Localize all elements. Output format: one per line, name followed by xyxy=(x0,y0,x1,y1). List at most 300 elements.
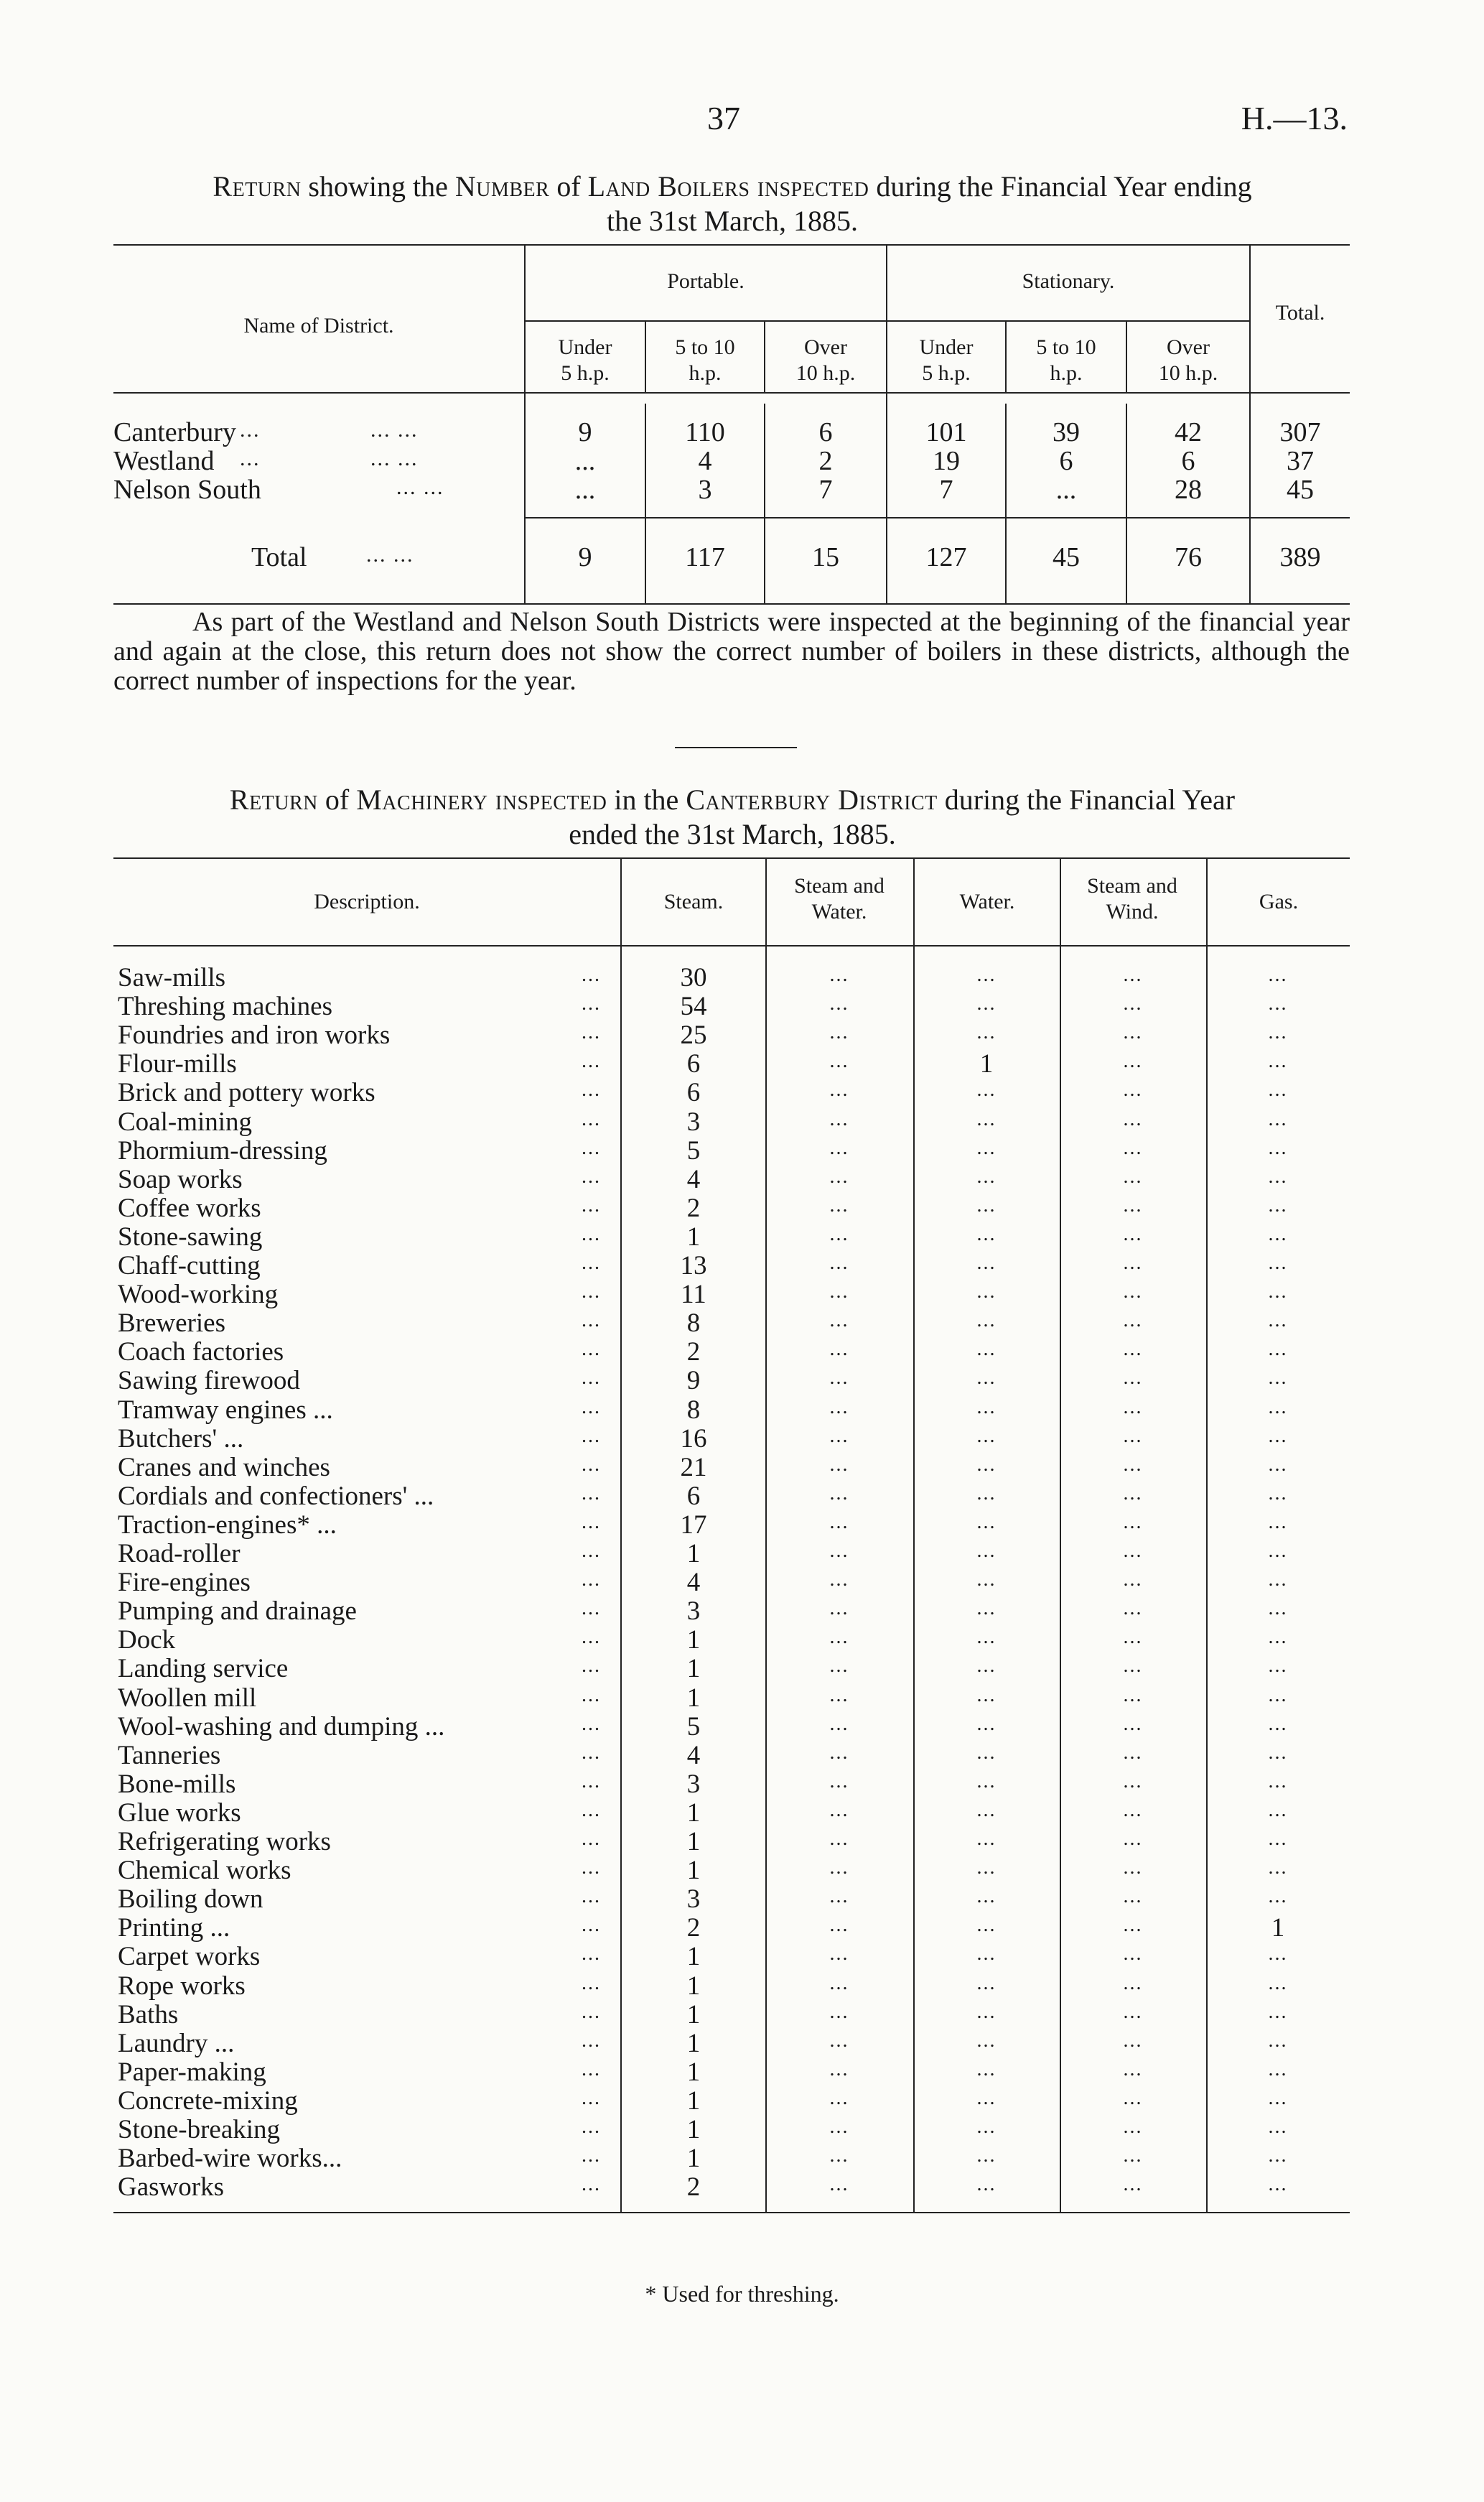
gas-value: ... xyxy=(1268,2116,1288,2138)
water-value: ... xyxy=(976,1309,997,1332)
water-value: ... xyxy=(976,1683,997,1706)
water-value: ... xyxy=(976,1626,997,1649)
row-description: Pumping and drainage xyxy=(118,1596,357,1627)
steam-value: 1 xyxy=(686,2115,701,2144)
water-value: ... xyxy=(976,1107,997,1130)
table-row xyxy=(113,1454,1350,1482)
wind-value: ... xyxy=(1123,1395,1143,1418)
steam-value: 6 xyxy=(686,1481,701,1511)
steam-value: 1 xyxy=(686,1999,701,2029)
water-value: ... xyxy=(976,1540,997,1562)
gas-value: ... xyxy=(1268,1222,1288,1245)
gas-value: 1 xyxy=(1271,1913,1285,1943)
steam-value: 3 xyxy=(686,1769,701,1799)
table-row xyxy=(113,964,1350,992)
steam-value: 1 xyxy=(686,2057,701,2087)
leader-dots: ... xyxy=(582,1828,601,1850)
table-row xyxy=(113,1741,1350,1770)
sw-value: ... xyxy=(829,2173,849,2196)
water-value: ... xyxy=(976,1568,997,1591)
leader-dots: ... xyxy=(582,1021,601,1044)
leader-dots: ... xyxy=(582,1194,601,1217)
row-description: Bone-mills xyxy=(118,1769,236,1799)
gas-value: ... xyxy=(1268,964,1288,986)
steam-value: 2 xyxy=(686,1193,701,1223)
wind-value: ... xyxy=(1123,1309,1143,1332)
leader-dots: ... xyxy=(582,1741,601,1764)
gas-value: ... xyxy=(1268,1828,1288,1850)
total-cell: 45 xyxy=(1053,542,1080,572)
gas-value: ... xyxy=(1268,1540,1288,1562)
table-row xyxy=(113,2001,1350,2029)
sw-value: ... xyxy=(829,1395,849,1418)
wind-value: ... xyxy=(1123,1712,1143,1735)
sw-value: ... xyxy=(829,2086,849,2109)
subcol-stationary-5-to-10: 5 to 10 h.p. xyxy=(1036,335,1096,385)
row-description: Stone-breaking xyxy=(118,2115,281,2144)
sw-value: ... xyxy=(829,1540,849,1562)
sw-value: ... xyxy=(829,1798,849,1821)
table-row xyxy=(113,1655,1350,1683)
row-description: Paper-making xyxy=(118,2057,266,2087)
subcol-portable-under-5: Under 5 h.p. xyxy=(558,335,612,385)
wind-value: ... xyxy=(1123,1655,1143,1678)
wind-value: ... xyxy=(1123,1885,1143,1908)
sw-value: ... xyxy=(829,1943,849,1966)
row-description: Road-roller xyxy=(118,1539,241,1568)
steam-value: 6 xyxy=(686,1049,701,1079)
sw-value: ... xyxy=(829,1165,849,1188)
table-row xyxy=(113,2116,1350,2144)
wind-value: ... xyxy=(1123,1971,1143,1994)
table-row xyxy=(113,1050,1350,1079)
wind-value: ... xyxy=(1123,1568,1143,1591)
steam-value: 3 xyxy=(686,1107,701,1137)
leader-dots: ... xyxy=(582,992,601,1015)
explanatory-paragraph: As part of the Westland and Nelson South Districts were inspected at the beginning of the financial year and again at the close, this return does not show the correct number of boilers in these districts, although the correct number of inspections for the year. xyxy=(113,607,1350,696)
water-value: ... xyxy=(976,992,997,1015)
leader-dots: ... xyxy=(582,1597,601,1620)
table-row xyxy=(113,1568,1350,1597)
wind-value: ... xyxy=(1123,964,1143,986)
cell: ... xyxy=(574,446,596,476)
table-row xyxy=(113,1511,1350,1540)
col-total: Total. xyxy=(1275,301,1325,325)
wind-value: ... xyxy=(1123,1424,1143,1447)
steam-value: 6 xyxy=(686,1078,701,1108)
water-value: ... xyxy=(976,1367,997,1390)
leader-dots: ... xyxy=(582,1165,601,1188)
leader-dots: ... xyxy=(582,2057,601,2080)
table-row xyxy=(113,2173,1350,2202)
steam-value: 13 xyxy=(680,1251,707,1280)
steam-value: 4 xyxy=(686,1164,701,1194)
subcol-portable-over-10: Over 10 h.p. xyxy=(795,335,856,385)
steam-value: 1 xyxy=(686,1683,701,1713)
page-number: 37 xyxy=(707,100,740,136)
sw-value: ... xyxy=(829,1021,849,1044)
leader-dots: ... xyxy=(582,1510,601,1533)
leader-dots: ... xyxy=(582,1943,601,1966)
row-description: Cranes and winches xyxy=(118,1452,330,1482)
row-description: Tramway engines ... xyxy=(118,1395,333,1425)
water-value: ... xyxy=(976,2000,997,2023)
steam-value: 17 xyxy=(680,1510,707,1540)
water-value: ... xyxy=(976,1769,997,1792)
wind-value: ... xyxy=(1123,2116,1143,2138)
sw-value: ... xyxy=(829,2029,849,2052)
gas-value: ... xyxy=(1268,1165,1288,1188)
steam-value: 4 xyxy=(686,1568,701,1598)
leader-dots: ... xyxy=(582,2000,601,2023)
table-row xyxy=(113,1194,1350,1223)
sw-value: ... xyxy=(829,1424,849,1447)
col-description: Description. xyxy=(314,890,420,913)
gas-value: ... xyxy=(1268,1712,1288,1735)
subcol-stationary-under-5: Under 5 h.p. xyxy=(919,335,974,385)
gas-value: ... xyxy=(1268,2173,1288,2196)
steam-value: 1 xyxy=(686,1971,701,2001)
row-description: Cordials and confectioners' ... xyxy=(118,1481,434,1511)
row-description: Butchers' ... xyxy=(118,1423,244,1454)
gas-value: ... xyxy=(1268,1280,1288,1303)
table-row xyxy=(113,1972,1350,2001)
cell: 6 xyxy=(818,417,833,447)
district-name-westland: Westland xyxy=(113,446,215,476)
row-description: Fire-engines xyxy=(118,1568,251,1598)
table-row xyxy=(113,1252,1350,1280)
cell: 45 xyxy=(1287,475,1314,505)
steam-value: 3 xyxy=(686,1884,701,1915)
sw-value: ... xyxy=(829,2057,849,2080)
sw-value: ... xyxy=(829,1769,849,1792)
wind-value: ... xyxy=(1123,1367,1143,1390)
leader-dots: ... xyxy=(582,1222,601,1245)
sw-value: ... xyxy=(829,992,849,1015)
leader-dots: ... xyxy=(582,1568,601,1591)
table-row xyxy=(113,1799,1350,1828)
cell: 42 xyxy=(1175,417,1202,447)
sw-value: ... xyxy=(829,1683,849,1706)
cell: 39 xyxy=(1053,417,1080,447)
wind-value: ... xyxy=(1123,992,1143,1015)
wind-value: ... xyxy=(1123,1914,1143,1937)
water-value: 1 xyxy=(979,1049,994,1079)
wind-value: ... xyxy=(1123,2173,1143,2196)
section-divider xyxy=(675,747,797,748)
sw-value: ... xyxy=(829,1338,849,1361)
leader-dots: ... xyxy=(582,1338,601,1361)
steam-value: 2 xyxy=(686,1913,701,1943)
row-description: Threshing machines xyxy=(118,992,332,1022)
steam-value: 8 xyxy=(686,1395,701,1425)
wind-value: ... xyxy=(1123,2029,1143,2052)
table-row xyxy=(113,1425,1350,1454)
sw-value: ... xyxy=(829,1971,849,1994)
sw-value: ... xyxy=(829,1626,849,1649)
table-row xyxy=(113,1856,1350,1885)
gas-value: ... xyxy=(1268,1252,1288,1274)
row-description: Landing service xyxy=(118,1654,289,1684)
steam-value: 21 xyxy=(680,1452,707,1482)
col-group-portable: Portable. xyxy=(667,269,745,293)
row-description: Soap works xyxy=(118,1164,243,1194)
gas-value: ... xyxy=(1268,1424,1288,1447)
row-description: Carpet works xyxy=(118,1942,261,1972)
table-row xyxy=(113,1482,1350,1511)
subcol-stationary-over-10: Over 10 h.p. xyxy=(1158,335,1218,385)
gas-value: ... xyxy=(1268,1597,1288,1620)
leader-dots: ... xyxy=(582,1885,601,1908)
table-row xyxy=(113,1338,1350,1367)
district-name-nelson-south: Nelson South xyxy=(113,475,261,505)
gas-value: ... xyxy=(1268,1856,1288,1879)
table-row xyxy=(113,1367,1350,1395)
water-value: ... xyxy=(976,1510,997,1533)
wind-value: ... xyxy=(1123,1107,1143,1130)
leader-dots: ... xyxy=(582,1309,601,1332)
cell: 9 xyxy=(578,417,592,447)
cell: 101 xyxy=(925,417,967,447)
row-description: Boiling down xyxy=(118,1884,263,1915)
steam-value: 1 xyxy=(686,1539,701,1568)
row-description: Laundry ... xyxy=(118,2028,235,2058)
water-value: ... xyxy=(976,1655,997,1678)
table-row xyxy=(113,2087,1350,2116)
cell: 19 xyxy=(933,446,960,476)
steam-value: 11 xyxy=(681,1280,706,1310)
steam-value: 1 xyxy=(686,1625,701,1655)
steam-value: 30 xyxy=(680,963,707,992)
water-value: ... xyxy=(976,2057,997,2080)
sw-value: ... xyxy=(829,1309,849,1332)
steam-value: 5 xyxy=(686,1135,701,1166)
sw-value: ... xyxy=(829,1741,849,1764)
footnote: * Used for threshing. xyxy=(645,2281,839,2307)
sw-value: ... xyxy=(829,1597,849,1620)
leader-dots: ... xyxy=(582,1453,601,1476)
steam-value: 1 xyxy=(686,1942,701,1972)
wind-value: ... xyxy=(1123,1482,1143,1505)
table-row xyxy=(113,1885,1350,1914)
gas-value: ... xyxy=(1268,1194,1288,1217)
steam-value: 1 xyxy=(686,1798,701,1828)
cell: 3 xyxy=(698,475,712,505)
row-description: Dock xyxy=(118,1625,176,1655)
table-row xyxy=(113,1914,1350,1943)
steam-value: 1 xyxy=(686,2144,701,2174)
table-row xyxy=(113,1626,1350,1655)
water-value: ... xyxy=(976,2086,997,2109)
wind-value: ... xyxy=(1123,1741,1143,1764)
sw-value: ... xyxy=(829,1712,849,1735)
table-row xyxy=(113,1943,1350,1971)
col-name-of-district: Name of District. xyxy=(243,314,394,338)
name-dots: ... xyxy=(240,418,261,442)
gas-value: ... xyxy=(1268,2029,1288,2052)
sw-value: ... xyxy=(829,1482,849,1505)
row-description: Phormium-dressing xyxy=(118,1135,327,1166)
water-value: ... xyxy=(976,1482,997,1505)
row-description: Glue works xyxy=(118,1798,241,1828)
leader-dots: ... xyxy=(582,964,601,986)
wind-value: ... xyxy=(1123,1252,1143,1274)
total-cell: 117 xyxy=(685,542,725,572)
subcol-portable-5-to-10: 5 to 10 h.p. xyxy=(675,335,735,385)
leader-dots: ... xyxy=(582,1712,601,1735)
wind-value: ... xyxy=(1123,1050,1143,1073)
water-value: ... xyxy=(976,1194,997,1217)
table-row xyxy=(113,1713,1350,1741)
sw-value: ... xyxy=(829,1079,849,1102)
leader-dots: ... xyxy=(582,2029,601,2052)
sw-value: ... xyxy=(829,1252,849,1274)
cell: 2 xyxy=(818,446,833,476)
steam-value: 1 xyxy=(686,2028,701,2058)
steam-value: 1 xyxy=(686,1827,701,1856)
row-description: Brick and pottery works xyxy=(118,1078,375,1108)
table-row xyxy=(113,2029,1350,2058)
row-description: Barbed-wire works... xyxy=(118,2144,342,2174)
cell: 37 xyxy=(1287,446,1314,476)
water-value: ... xyxy=(976,1597,997,1620)
water-value: ... xyxy=(976,1165,997,1188)
gas-value: ... xyxy=(1268,1107,1288,1130)
leader-dots: ... xyxy=(582,1136,601,1159)
sw-value: ... xyxy=(829,1828,849,1850)
water-value: ... xyxy=(976,1338,997,1361)
steam-value: 8 xyxy=(686,1308,701,1339)
col-steam-and-wind: Steam and Wind. xyxy=(1087,874,1177,924)
cell: 6 xyxy=(1059,446,1073,476)
row-description: Concrete-mixing xyxy=(118,2085,298,2116)
leader-dots: ... xyxy=(582,1683,601,1706)
steam-value: 1 xyxy=(686,2085,701,2116)
table-row xyxy=(113,1079,1350,1107)
total-label: Total xyxy=(251,542,307,572)
steam-value: 25 xyxy=(680,1020,707,1051)
water-value: ... xyxy=(976,1222,997,1245)
gas-value: ... xyxy=(1268,1626,1288,1649)
wind-value: ... xyxy=(1123,1856,1143,1879)
row-description: Coal-mining xyxy=(118,1107,253,1137)
gas-value: ... xyxy=(1268,1136,1288,1159)
gas-value: ... xyxy=(1268,2144,1288,2167)
row-description: Wood-working xyxy=(118,1280,279,1310)
sw-value: ... xyxy=(829,1367,849,1390)
table-row xyxy=(113,1137,1350,1166)
col-water: Water. xyxy=(959,890,1015,913)
gas-value: ... xyxy=(1268,2000,1288,2023)
table-row xyxy=(113,1108,1350,1137)
cell: 110 xyxy=(685,417,725,447)
row-description: Printing ... xyxy=(118,1913,230,1943)
leader-dots: ... xyxy=(582,2173,601,2196)
leader-dots: ... xyxy=(582,1280,601,1303)
steam-value: 4 xyxy=(686,1740,701,1770)
cell: 307 xyxy=(1279,417,1321,447)
sw-value: ... xyxy=(829,1280,849,1303)
water-value: ... xyxy=(976,1079,997,1102)
steam-value: 2 xyxy=(686,1337,701,1367)
water-value: ... xyxy=(976,1885,997,1908)
sw-value: ... xyxy=(829,1655,849,1678)
wind-value: ... xyxy=(1123,1338,1143,1361)
water-value: ... xyxy=(976,1280,997,1303)
col-steam-and-water: Steam and Water. xyxy=(794,874,885,924)
wind-value: ... xyxy=(1123,1828,1143,1850)
wind-value: ... xyxy=(1123,1769,1143,1792)
water-value: ... xyxy=(976,1453,997,1476)
row-description: Stone-sawing xyxy=(118,1222,263,1252)
leader-dots: ... xyxy=(582,1540,601,1562)
wind-value: ... xyxy=(1123,1453,1143,1476)
gas-value: ... xyxy=(1268,1367,1288,1390)
sw-value: ... xyxy=(829,1107,849,1130)
gas-value: ... xyxy=(1268,1050,1288,1073)
table-row xyxy=(113,1223,1350,1252)
table-row xyxy=(113,1540,1350,1568)
table-row xyxy=(113,1770,1350,1799)
boilers-table xyxy=(113,244,1350,605)
row-description: Chaff-cutting xyxy=(118,1251,261,1280)
sw-value: ... xyxy=(829,2144,849,2167)
cell: 28 xyxy=(1175,475,1202,505)
water-value: ... xyxy=(976,2173,997,2196)
leader-dots: ... xyxy=(582,1856,601,1879)
water-value: ... xyxy=(976,1712,997,1735)
wind-value: ... xyxy=(1123,1280,1143,1303)
leader-dots: ... ... xyxy=(396,475,444,499)
steam-value: 54 xyxy=(680,992,707,1022)
document-code: H.—13. xyxy=(1241,100,1348,136)
cell: 7 xyxy=(939,475,953,505)
leader-dots: ... xyxy=(582,1655,601,1678)
total-cell: 389 xyxy=(1279,542,1321,572)
water-value: ... xyxy=(976,964,997,986)
leader-dots: ... xyxy=(582,1079,601,1102)
wind-value: ... xyxy=(1123,1136,1143,1159)
wind-value: ... xyxy=(1123,1222,1143,1245)
leader-dots: ... xyxy=(582,2144,601,2167)
gas-value: ... xyxy=(1268,1338,1288,1361)
gas-value: ... xyxy=(1268,1655,1288,1678)
gas-value: ... xyxy=(1268,1683,1288,1706)
table-row xyxy=(113,1280,1350,1309)
gas-value: ... xyxy=(1268,2086,1288,2109)
steam-value: 16 xyxy=(680,1423,707,1454)
leader-dots: ... ... xyxy=(370,447,419,470)
table-row xyxy=(113,992,1350,1021)
leader-dots: ... xyxy=(582,1252,601,1274)
cell: ... xyxy=(1055,475,1077,505)
leader-dots: ... xyxy=(582,1050,601,1073)
steam-value: 3 xyxy=(686,1596,701,1627)
machinery-title: Return of Machinery inspected in the Canterbury District during the Financial Year ended the 31st March, 1885. xyxy=(229,783,1236,850)
gas-value: ... xyxy=(1268,992,1288,1015)
water-value: ... xyxy=(976,1021,997,1044)
row-description: Traction-engines* ... xyxy=(118,1510,337,1540)
wind-value: ... xyxy=(1123,1626,1143,1649)
leader-dots: ... ... xyxy=(366,543,414,567)
steam-value: 9 xyxy=(686,1366,701,1396)
sw-value: ... xyxy=(829,1050,849,1073)
wind-value: ... xyxy=(1123,1597,1143,1620)
row-description: Coffee works xyxy=(118,1193,261,1223)
water-value: ... xyxy=(976,1971,997,1994)
sw-value: ... xyxy=(829,1568,849,1591)
water-value: ... xyxy=(976,2029,997,2052)
